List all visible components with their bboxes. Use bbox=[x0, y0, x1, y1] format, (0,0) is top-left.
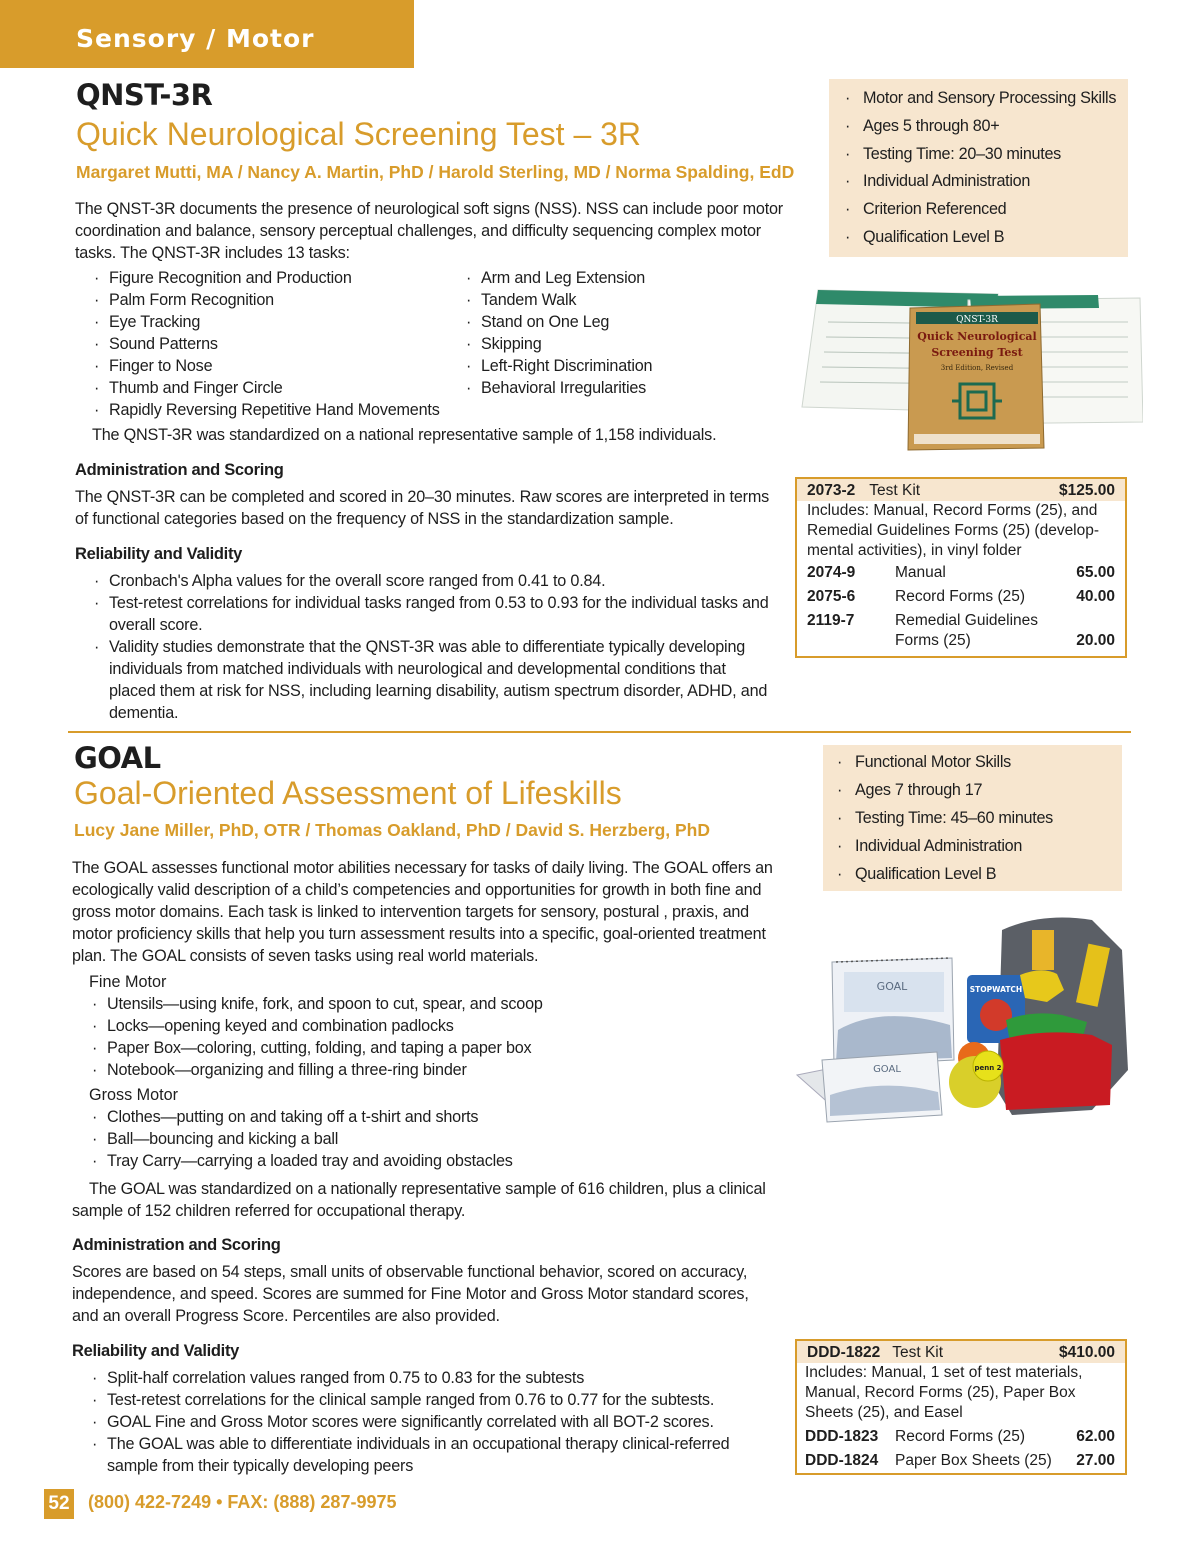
qnst-order-box bbox=[795, 477, 1127, 658]
feature-item: · Individual Administration bbox=[831, 832, 1122, 860]
cover-title-line: Quick Neurological bbox=[917, 330, 1037, 343]
easel-label: GOAL bbox=[876, 980, 908, 993]
list-item: · Notebook—organizing and filling a three-ring binder bbox=[89, 1059, 543, 1081]
qnst-standardized: The QNST-3R was standardized on a national representative sample of 1,158 individuals. bbox=[92, 426, 717, 444]
goal-admin-text: Scores are based on 54 steps, small units of observable functional behavior, scored on accuracy, independence, and speed. Scores are summed for Fine Motor and Gross Motor standard scores, and an overall Progress Score. Percentiles are also provided. bbox=[72, 1263, 749, 1325]
list-item: · Paper Box—coloring, cutting, folding, and taping a paper box bbox=[89, 1037, 543, 1059]
order-price: $410.00 bbox=[1058, 1344, 1115, 1361]
goal-intro: The GOAL assesses functional motor abilities necessary for tasks of daily living. The GOAL offers an ecologically valid description of a child’s competencies and opportunities for growth in both fine and gross motor domains. Each task is linked to intervention targets for sensory, postural , praxis, and motor proficiency skills that help you turn assessment results into a specific, goal-oriented treatment plan. The GOAL consists of seven tasks using real world materials. bbox=[72, 859, 773, 965]
list-item: · Left-Right Discrimination bbox=[463, 355, 652, 377]
order-code: DDD-1824 bbox=[805, 1452, 879, 1469]
order-main-row bbox=[797, 1341, 1125, 1363]
order-name: Manual bbox=[895, 564, 946, 581]
order-price: 40.00 bbox=[1076, 588, 1115, 605]
order-code: 2075-6 bbox=[807, 588, 856, 605]
order-row bbox=[797, 1451, 1125, 1471]
qnst-product-image bbox=[798, 282, 1143, 452]
order-code: DDD-1822 bbox=[807, 1344, 881, 1361]
list-item: · Split-half correlation values ranged from 0.75 to 0.83 for the subtests bbox=[89, 1367, 757, 1389]
qnst-admin-heading: Administration and Scoring bbox=[75, 461, 284, 479]
feature-item: · Criterion Referenced bbox=[839, 196, 1128, 224]
list-item: · Figure Recognition and Production bbox=[91, 267, 440, 289]
list-item: · Ball—bouncing and kicking a ball bbox=[89, 1128, 513, 1150]
order-row bbox=[797, 563, 1125, 583]
list-item: · Tray Carry—carrying a loaded tray and avoiding obstacles bbox=[89, 1150, 513, 1172]
list-item: · Sound Patterns bbox=[91, 333, 440, 355]
order-name: Record Forms (25) bbox=[895, 1428, 1026, 1445]
cover-abbr: QNST-3R bbox=[956, 315, 998, 325]
order-row bbox=[797, 587, 1125, 607]
feature-item: · Ages 7 through 17 bbox=[831, 776, 1122, 804]
list-item: · Arm and Leg Extension bbox=[463, 267, 652, 289]
list-item: · Palm Form Recognition bbox=[91, 289, 440, 311]
goal-gross-label: Gross Motor bbox=[89, 1086, 179, 1104]
list-item: · Finger to Nose bbox=[91, 355, 440, 377]
goal-reliability-heading: Reliability and Validity bbox=[72, 1342, 240, 1360]
feature-item: · Functional Motor Skills bbox=[831, 748, 1122, 776]
order-name: Remedial Guidelines Forms (25) bbox=[895, 612, 1039, 649]
qnst-intro: The QNST-3R documents the presence of neurological soft signs (NSS). NSS can include poor motor coordination and balance, sensory perceptual challenges, and difficulty sequencing complex motor tasks. The QNST-3R includes 13 tasks: bbox=[75, 200, 783, 262]
cover-title-line: Screening Test bbox=[931, 346, 1023, 359]
goal-standardized: The GOAL was standardized on a nationally representative sample of 616 children, plus a clinical sample of 152 children referred for occupational therapy. bbox=[72, 1180, 766, 1220]
feature-item: · Testing Time: 20–30 minutes bbox=[839, 141, 1128, 169]
list-item: · Test-retest correlations for the clinical sample ranged from 0.76 to 0.77 for the subtests. bbox=[89, 1389, 757, 1411]
order-code: 2073-2 bbox=[807, 482, 856, 499]
goal-reliability-list bbox=[89, 1367, 757, 1477]
list-item: · Behavioral Irregularities bbox=[463, 377, 652, 399]
order-price: 27.00 bbox=[1076, 1452, 1115, 1469]
list-item: · GOAL Fine and Gross Motor scores were significantly correlated with all BOT-2 scores. bbox=[89, 1411, 757, 1433]
feature-item: · Testing Time: 45–60 minutes bbox=[831, 804, 1122, 832]
feature-item: · Motor and Sensory Processing Skills bbox=[839, 85, 1128, 113]
qnst-authors: Margaret Mutti, MA / Nancy A. Martin, PhD / Harold Sterling, MD / Norma Spalding, EdD bbox=[76, 162, 795, 182]
order-code: 2119-7 bbox=[807, 612, 855, 629]
order-main-row bbox=[797, 479, 1125, 501]
manual-label: GOAL bbox=[873, 1064, 901, 1075]
ball-label: penn 2 bbox=[974, 1064, 1002, 1072]
list-item: · Test-retest correlations for individual tasks ranged from 0.53 to 0.93 for the individual tasks and overall score. bbox=[91, 592, 771, 636]
order-row bbox=[797, 1427, 1125, 1447]
goal-order-box bbox=[795, 1339, 1127, 1475]
goal-fine-list bbox=[89, 993, 543, 1081]
order-includes: Includes: Manual, 1 set of test materials, Manual, Record Forms (25), Paper Box Sheets (25), and Easel bbox=[805, 1364, 1083, 1421]
contact-phone: (800) 422-7249 • FAX: (888) 287-9975 bbox=[88, 1492, 397, 1512]
goal-features-box bbox=[823, 745, 1122, 891]
order-name: Paper Box Sheets (25) bbox=[895, 1452, 1052, 1469]
qnst-reliability-list bbox=[91, 570, 771, 724]
qnst-features-box bbox=[829, 79, 1128, 257]
feature-item: · Qualification Level B bbox=[839, 224, 1128, 252]
goal-fine-label: Fine Motor bbox=[89, 973, 167, 991]
order-code: DDD-1823 bbox=[805, 1428, 879, 1445]
goal-abbr: GOAL bbox=[74, 741, 161, 775]
order-includes: Includes: Manual, Record Forms (25), and Remedial Guidelines Forms (25) (develop-mental activities), in vinyl folder bbox=[807, 502, 1100, 559]
order-name: Record Forms (25) bbox=[895, 588, 1026, 605]
list-item: · Rapidly Reversing Repetitive Hand Movements bbox=[91, 399, 440, 421]
goal-authors: Lucy Jane Miller, PhD, OTR / Thomas Oakland, PhD / David S. Herzberg, PhD bbox=[74, 820, 710, 840]
order-price: 62.00 bbox=[1076, 1428, 1115, 1445]
list-item: · Validity studies demonstrate that the QNST-3R was able to differentiate typically developing individuals from matched individuals with neurological and developmental conditions that placed them at risk for NSS, including learning disability, autism spectrum disorder, ADHD, and dementia. bbox=[91, 636, 771, 724]
qnst-tasks-left bbox=[91, 267, 440, 421]
list-item: · Locks—opening keyed and combination padlocks bbox=[89, 1015, 543, 1037]
order-name: Test Kit bbox=[892, 1344, 944, 1361]
goal-admin-heading: Administration and Scoring bbox=[72, 1236, 281, 1254]
qnst-abbr: QNST-3R bbox=[76, 78, 213, 112]
list-item: · Thumb and Finger Circle bbox=[91, 377, 440, 399]
section-divider bbox=[68, 731, 1131, 733]
list-item: · Tandem Walk bbox=[463, 289, 652, 311]
feature-item: · Ages 5 through 80+ bbox=[839, 113, 1128, 141]
section-header-bar bbox=[0, 0, 414, 68]
list-item: · Clothes—putting on and taking off a t-shirt and shorts bbox=[89, 1106, 513, 1128]
order-row bbox=[797, 611, 1125, 651]
qnst-title: Quick Neurological Screening Test – 3R bbox=[76, 116, 642, 152]
feature-item: · Individual Administration bbox=[839, 168, 1128, 196]
feature-item: · Qualification Level B bbox=[831, 860, 1122, 888]
list-item: · The GOAL was able to differentiate individuals in an occupational therapy clinical-referred sample from their typically developing peers bbox=[89, 1433, 757, 1477]
order-name: Test Kit bbox=[869, 482, 921, 499]
qnst-tasks-right bbox=[463, 267, 652, 399]
order-price: 65.00 bbox=[1076, 564, 1115, 581]
order-price: 20.00 bbox=[1076, 632, 1115, 649]
list-item: · Utensils—using knife, fork, and spoon to cut, spear, and scoop bbox=[89, 993, 543, 1015]
goal-title: Goal-Oriented Assessment of Lifeskills bbox=[74, 775, 622, 811]
cover-edition: 3rd Edition, Revised bbox=[940, 364, 1014, 372]
order-code: 2074-9 bbox=[807, 564, 856, 581]
section-label: Sensory / Motor bbox=[76, 24, 315, 53]
stopwatch-label: STOPWATCH bbox=[969, 985, 1023, 994]
list-item: · Stand on One Leg bbox=[463, 311, 652, 333]
order-price: $125.00 bbox=[1058, 482, 1115, 499]
goal-product-image bbox=[792, 910, 1137, 1125]
list-item: · Eye Tracking bbox=[91, 311, 440, 333]
goal-gross-list bbox=[89, 1106, 513, 1172]
qnst-admin-text: The QNST-3R can be completed and scored in 20–30 minutes. Raw scores are interpreted in terms of functional categories based on the frequency of NSS in the standardization sample. bbox=[75, 488, 769, 528]
qnst-reliability-heading: Reliability and Validity bbox=[75, 545, 243, 563]
list-item: · Skipping bbox=[463, 333, 652, 355]
page-number: 52 bbox=[44, 1489, 74, 1519]
list-item: · Cronbach's Alpha values for the overall score ranged from 0.41 to 0.84. bbox=[91, 570, 771, 592]
